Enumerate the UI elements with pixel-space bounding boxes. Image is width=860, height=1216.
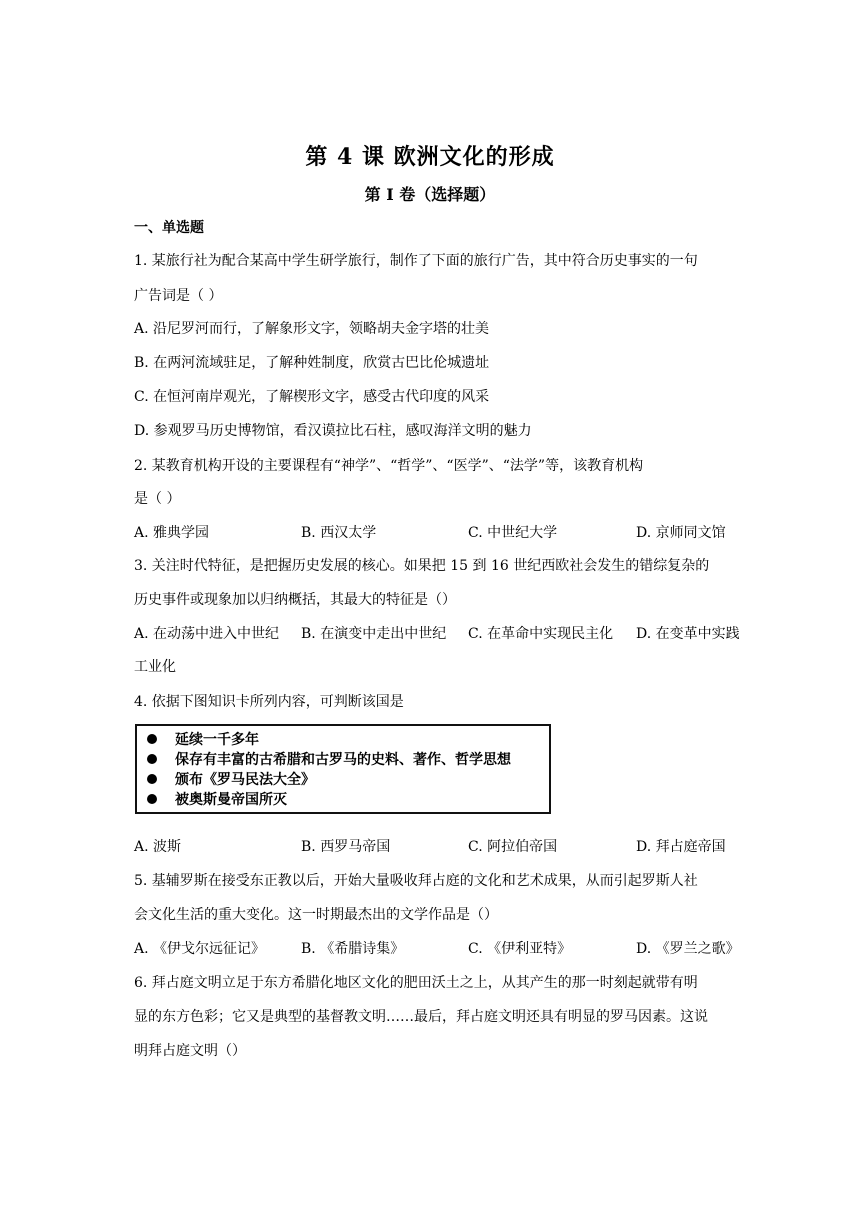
q4-option-d: D. 拜占庭帝国 <box>636 839 726 855</box>
section-heading: 一、单选题 <box>134 220 204 236</box>
q3-option-d-continued: 工业化 <box>134 659 176 675</box>
page-subtitle: 第 I 卷（选择题） <box>364 185 496 204</box>
q5-stem-line2: 会文化生活的重大变化。这一时期最杰出的文学作品是（） <box>134 907 498 923</box>
q4-stem-line1: 4. 依据下图知识卡所列内容，可判断该国是 <box>134 694 404 710</box>
card-item <box>147 729 549 749</box>
q1-stem-line2: 广告词是（ ） <box>134 288 223 304</box>
card-item <box>147 749 549 769</box>
q4-option-b: B. 西罗马帝国 <box>301 839 391 855</box>
q3-option-c: C. 在革命中实现民主化 <box>468 626 614 642</box>
q5-option-b: B. 《希腊诗集》 <box>301 941 405 957</box>
q3-option-b: B. 在演变中走出中世纪 <box>301 626 447 642</box>
q6-stem-line1: 6. 拜占庭文明立足于东方希腊化地区文化的肥田沃土之上，从其产生的那一时刻起就带有明 <box>134 975 698 991</box>
q4-option-a: A. 波斯 <box>134 839 182 855</box>
bullet-icon <box>147 774 157 784</box>
q2-stem-line1: 2. 某教育机构开设的主要课程有“神学”、“哲学”、“医学”、“法学”等，该教育机构 <box>134 458 644 474</box>
bullet-icon <box>147 754 157 764</box>
q2-option-a: A. 雅典学园 <box>134 525 210 541</box>
q5-option-a: A. 《伊戈尔远征记》 <box>134 941 266 957</box>
q3-option-d: D. 在变革中实践 <box>636 626 740 642</box>
q3-option-a: A. 在动荡中进入中世纪 <box>134 626 280 642</box>
q2-stem-line2: 是（ ） <box>134 491 181 507</box>
q1-option-d: D. 参观罗马历史博物馆，看汉谟拉比石柱，感叹海洋文明的魅力 <box>134 423 532 439</box>
card-item <box>147 769 549 789</box>
q1-option-c: C. 在恒河南岸观光，了解楔形文字，感受古代印度的风采 <box>134 389 490 405</box>
q3-stem-line1: 3. 关注时代特征，是把握历史发展的核心。如果把 15 到 16 世纪西欧社会发生的错综复杂的 <box>134 558 710 574</box>
q2-option-c: C. 中世纪大学 <box>468 525 558 541</box>
q2-option-b: B. 西汉太学 <box>301 525 377 541</box>
q5-stem-line1: 5. 基辅罗斯在接受东正教以后，开始大量吸收拜占庭的文化和艺术成果，从而引起罗斯人社 <box>134 873 698 889</box>
q6-stem-line2: 显的东方色彩；它又是典型的基督教文明……最后，拜占庭文明还具有明显的罗马因素。这说 <box>134 1009 708 1025</box>
card-item-text: 保存有丰富的古希腊和古罗马的史料、著作、哲学思想 <box>175 752 511 768</box>
bullet-icon <box>147 734 157 744</box>
card-item <box>147 789 549 809</box>
card-item-text: 延续一千多年 <box>175 732 259 748</box>
page-title: 第 4 课 欧洲文化的形成 <box>305 144 555 170</box>
q5-option-d: D. 《罗兰之歌》 <box>636 941 740 957</box>
knowledge-card <box>135 724 551 814</box>
q3-stem-line2: 历史事件或现象加以归纳概括，其最大的特征是（） <box>134 592 456 608</box>
q1-option-a: A. 沿尼罗河而行，了解象形文字，领略胡夫金字塔的壮美 <box>134 321 490 337</box>
q1-stem-line1: 1. 某旅行社为配合某高中学生研学旅行，制作了下面的旅行广告，其中符合历史事实的一句 <box>134 253 698 269</box>
q5-option-c: C. 《伊利亚特》 <box>468 941 572 957</box>
q1-option-b: B. 在两河流域驻足，了解种姓制度，欣赏古巴比伦城遗址 <box>134 355 490 371</box>
q2-option-d: D. 京师同文馆 <box>636 525 726 541</box>
q6-stem-line3: 明拜占庭文明（） <box>134 1043 246 1059</box>
card-item-text: 颁布《罗马民法大全》 <box>175 772 315 788</box>
q4-option-c: C. 阿拉伯帝国 <box>468 839 558 855</box>
card-item-text: 被奥斯曼帝国所灭 <box>175 792 287 808</box>
bullet-icon <box>147 794 157 804</box>
